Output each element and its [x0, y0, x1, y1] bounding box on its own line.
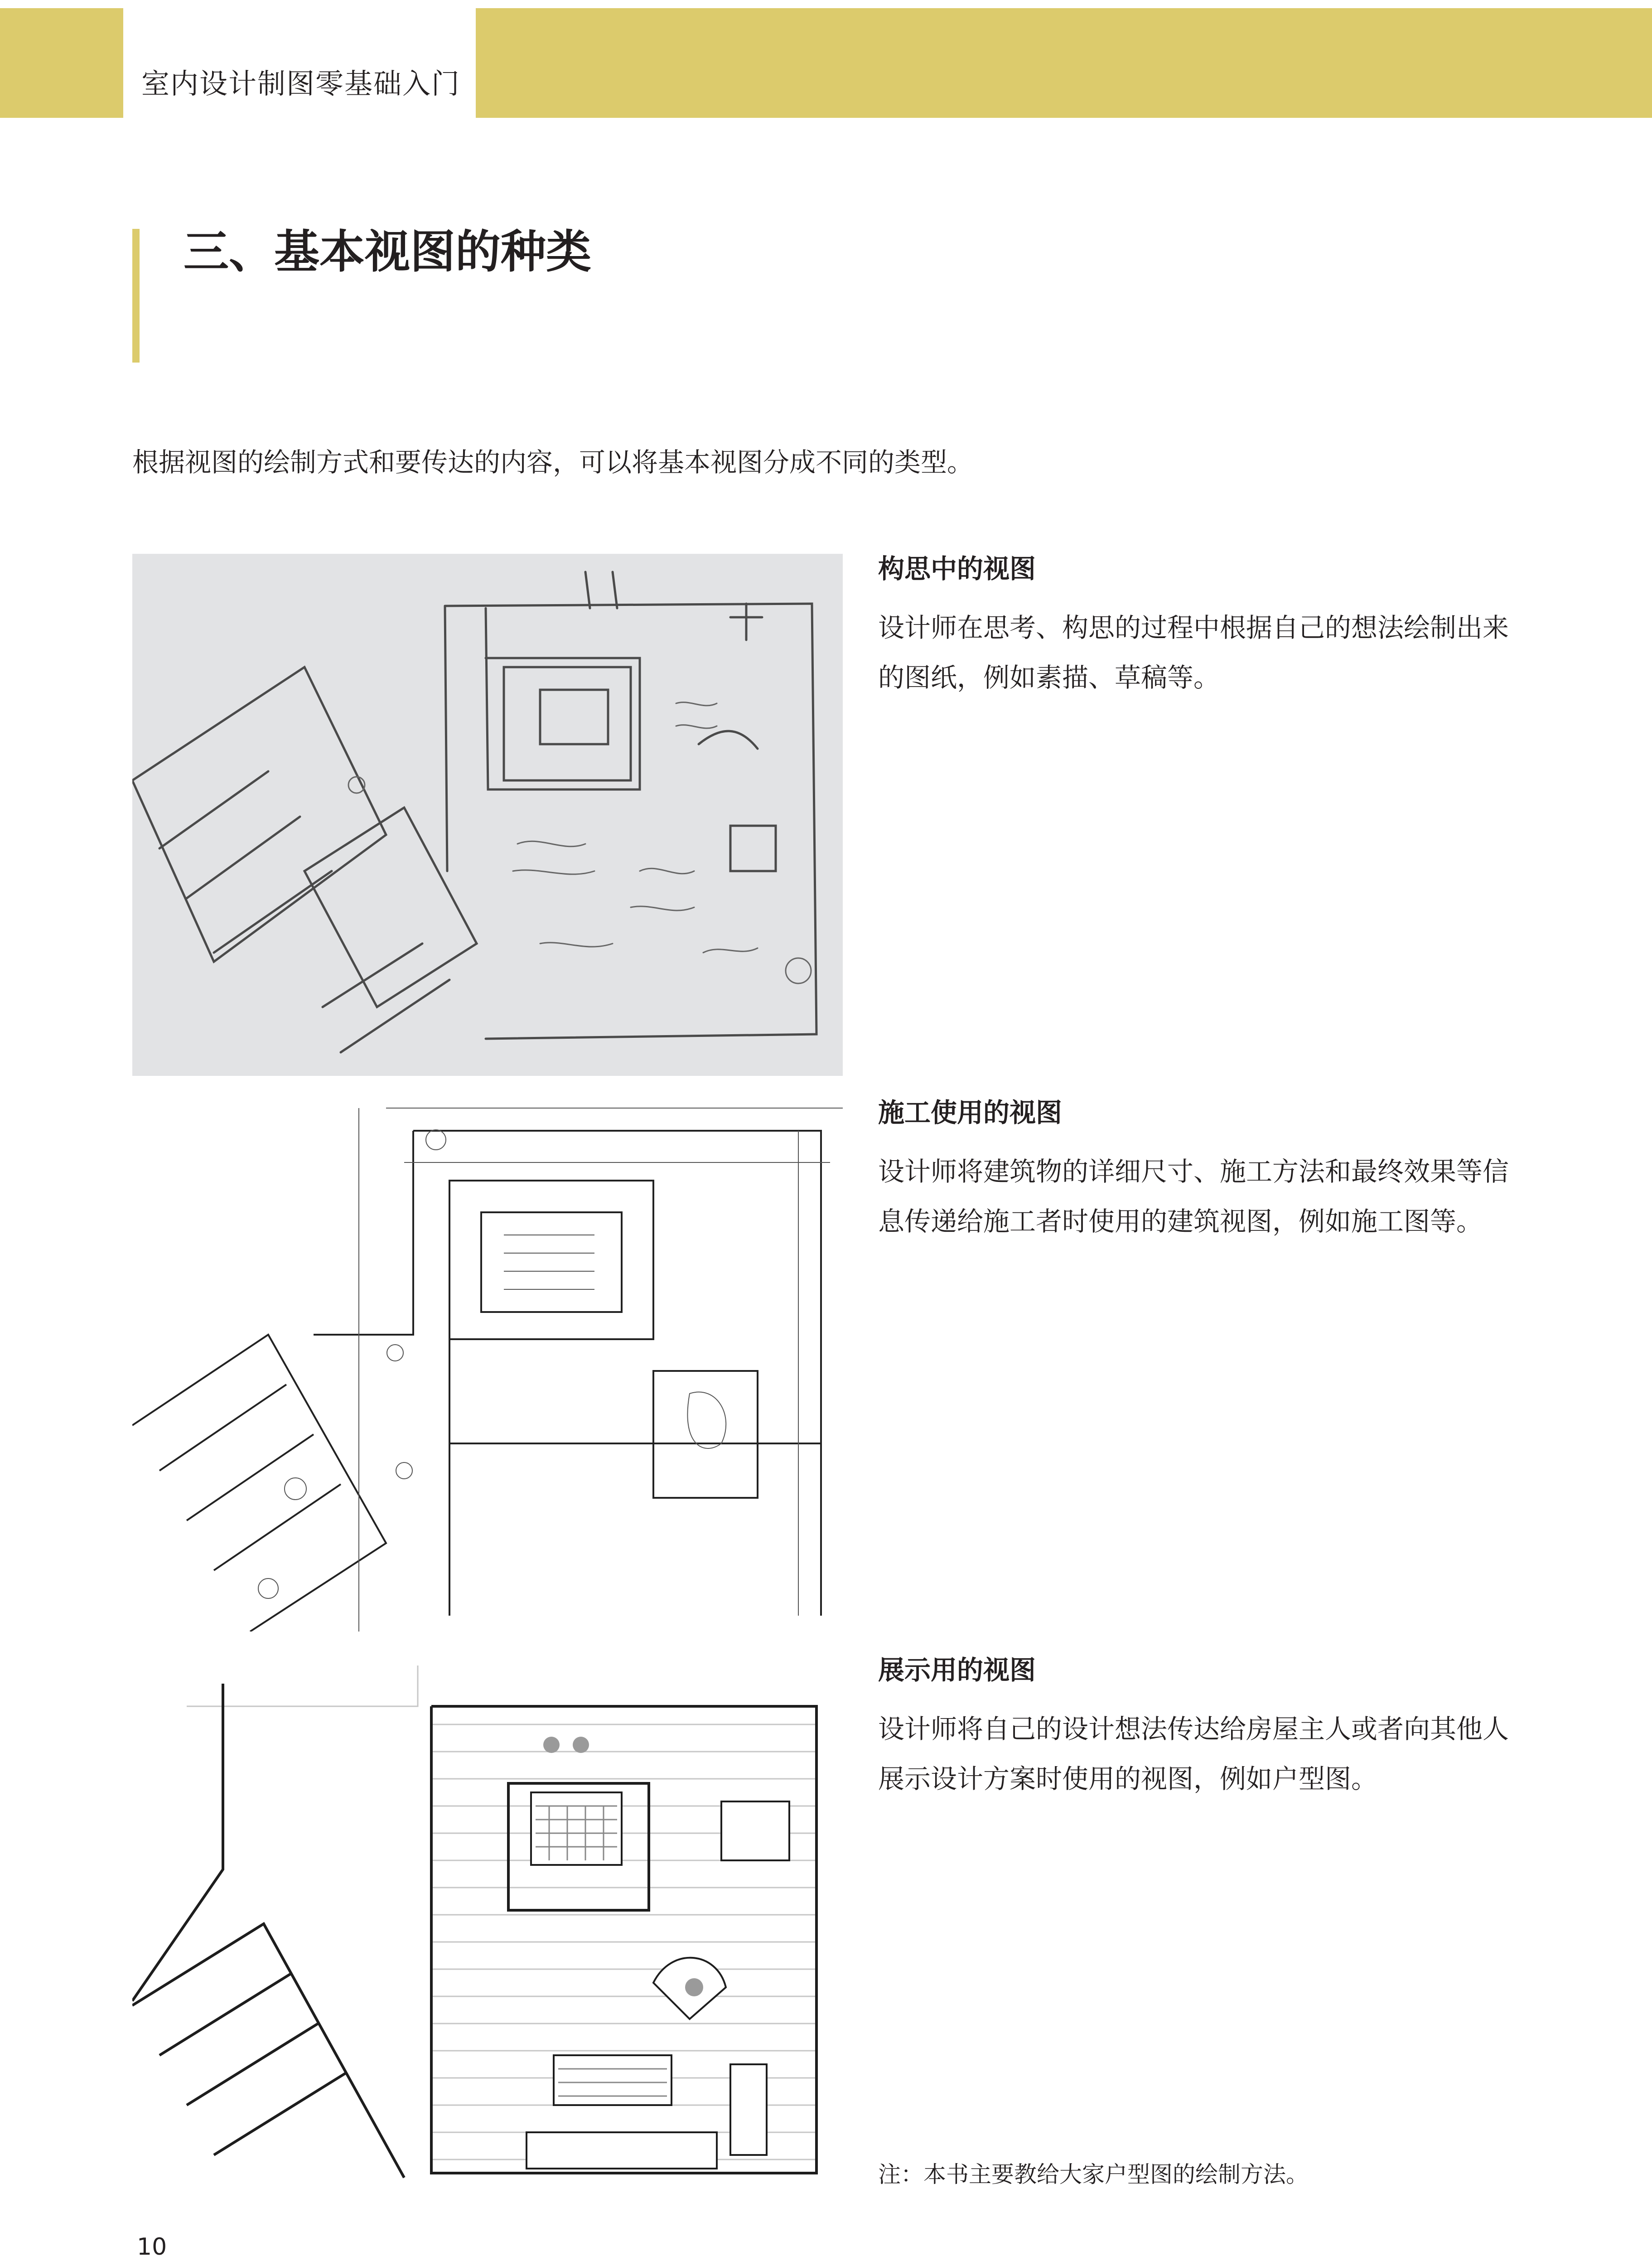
concept-view-title: 构思中的视图 — [878, 553, 1036, 584]
presentation-view-description: 设计师将自己的设计想法传达给房屋主人或者向其他人展示设计方案时使用的视图，例如户型图。 — [878, 1714, 1509, 1794]
presentation-floorplan-image — [132, 1656, 843, 2193]
section-title: 三、基本视图的种类 — [184, 225, 591, 278]
intro-paragraph: 根据视图的绘制方式和要传达的内容，可以将基本视图分成不同的类型。 — [132, 447, 974, 478]
construction-view-description: 设计师将建筑物的详细尺寸、施工方法和最终效果等信息传递给施工者时使用的建筑视图，例如施工图等。 — [878, 1156, 1509, 1237]
presentation-view-title: 展示用的视图 — [878, 1655, 1036, 1685]
construction-view-block — [878, 1097, 1531, 1246]
concept-sketch-image — [132, 554, 843, 1076]
header-band-left — [0, 8, 123, 118]
footnote: 注：本书主要教给大家户型图的绘制方法。 — [878, 2161, 1309, 2188]
page-number: 10 — [137, 2233, 167, 2261]
section-title-accent-bar — [132, 229, 140, 363]
header-band-right — [476, 8, 1652, 118]
running-header-title: 室内设计制图零基础入门 — [141, 67, 461, 100]
concept-view-block — [878, 553, 1531, 702]
construction-view-title: 施工使用的视图 — [878, 1097, 1063, 1128]
construction-drawing-image — [132, 1099, 843, 1632]
concept-view-description: 设计师在思考、构思的过程中根据自己的想法绘制出来的图纸，例如素描、草稿等。 — [878, 612, 1509, 693]
presentation-view-block — [878, 1654, 1531, 1804]
